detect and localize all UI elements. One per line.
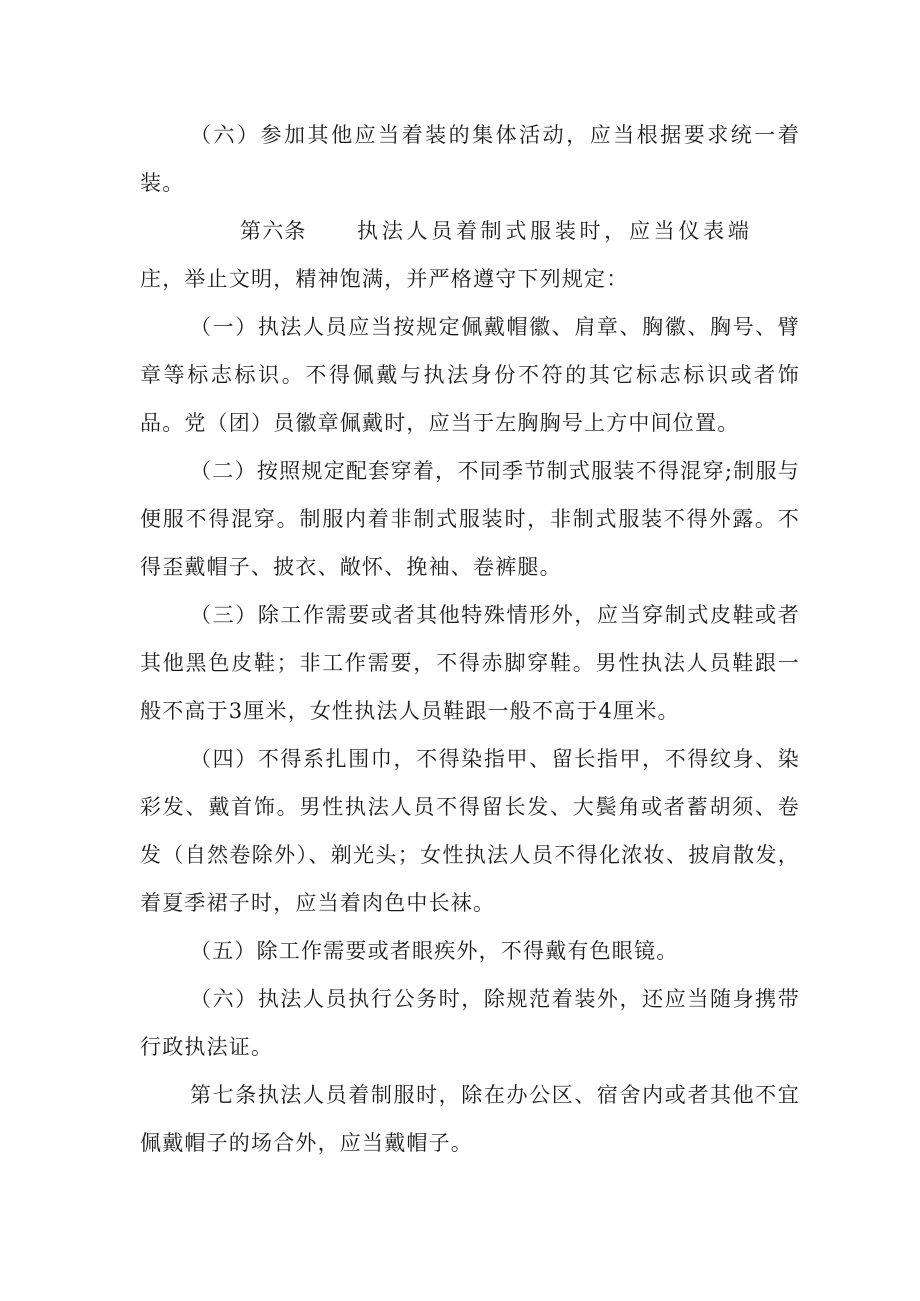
paragraph-clause-6-certificate	[140, 975, 800, 1071]
paragraph-text: （二）按照规定配套穿着，不同季节制式服装不得混穿;制服与便服不得混穿。制服内着非制式服装时，非制式服装不得外露。不得歪戴帽子、披衣、敞怀、挽袖、卷裤腿。	[140, 459, 800, 579]
paragraph-clause-5-glasses	[140, 927, 800, 975]
paragraph-text: （四）不得系扎围巾，不得染指甲、留长指甲，不得纹身、染彩发、戴首饰。男性执法人员不得留长发、大鬓角或者蓄胡须、卷发（自然卷除外）、剃光头；女性执法人员不得化浓妆、披肩散发，着夏季裙子时，应当着肉色中长袜。	[140, 747, 800, 915]
paragraph-text: 执法人员着制式服装时，应当仪表端庄，举止文明，精神饱满，并严格遵守下列规定：	[140, 219, 750, 291]
paragraph-text: （三）除工作需要或者其他特殊情形外，应当穿制式皮鞋或者其他黑色皮鞋；非工作需要，不得赤脚穿鞋。男性执法人员鞋跟一般不高于3厘米，女性执法人员鞋跟一般不高于4厘米。	[140, 603, 800, 723]
paragraph-clause-2-attire	[140, 447, 800, 591]
paragraph-text: （五）除工作需要或者眼疾外，不得戴有色眼镜。	[190, 939, 679, 963]
paragraph-clause-3-shoes	[140, 591, 800, 735]
paragraph-clause-1-insignia	[140, 303, 800, 447]
paragraph-text: （六）执法人员执行公务时，除规范着装外，还应当随身携带行政执法证。	[140, 987, 800, 1059]
paragraph-article-7	[140, 1071, 800, 1167]
article-6-heading: 第六条	[240, 219, 307, 243]
paragraph-article-6	[140, 207, 750, 303]
paragraph-text: （一）执法人员应当按规定佩戴帽徽、肩章、胸徽、胸号、臂章等标志标识。不得佩戴与执法身份不符的其它标志标识或者饰品。党（团）员徽章佩戴时，应当于左胸胸号上方中间位置。	[140, 315, 800, 435]
paragraph-clause-4-grooming	[140, 735, 800, 927]
paragraph-text: （六）参加其他应当着装的集体活动，应当根据要求统一着装。	[140, 123, 800, 195]
paragraph-clause-6-collective-activities	[140, 111, 800, 207]
paragraph-text: 第七条执法人员着制服时，除在办公区、宿舍内或者其他不宜佩戴帽子的场合外，应当戴帽子。	[140, 1083, 800, 1155]
